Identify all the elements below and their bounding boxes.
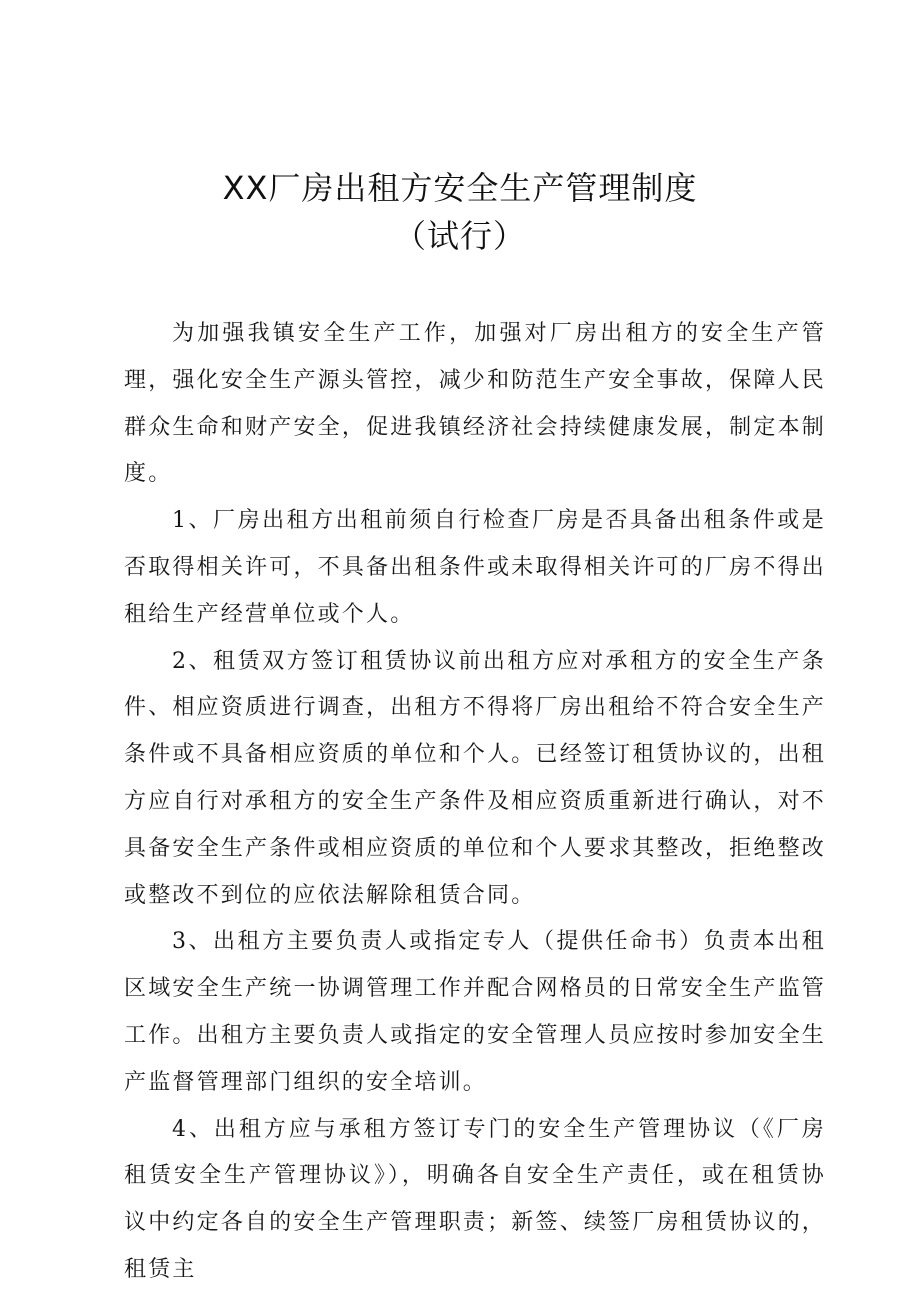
clause-4-paragraph: 4、出租方应与承租方签订专门的安全生产管理协议（《厂房租赁安全生产管理协议》），明确各自安全生产责任，或在租赁协议中约定各自的安全生产管理职责；新签、续签厂房租赁协议的，租赁主 <box>124 1116 826 1282</box>
clause-3-paragraph: 3、出租方主要负责人或指定专人（提供任命书）负责本出租区域安全生产统一协调管理工作并配合网格员的日常安全生产监管工作。出租方主要负责人或指定的安全管理人员应按时参加安全生产监督管理部门组织的安全培训。 <box>124 929 826 1095</box>
clause-1-paragraph: 1、厂房出租方出租前须自行检查厂房是否具备出租条件或是否取得相关许可，不具备出租条件或未取得相关许可的厂房不得出租给生产经营单位或个人。 <box>124 508 826 627</box>
document-subtitle: （试行） <box>393 217 526 255</box>
intro-paragraph: 为加强我镇安全生产工作，加强对厂房出租方的安全生产管理，强化安全生产源头管控，减少和防范生产安全事故，保障人民群众生命和财产安全，促进我镇经济社会持续健康发展，制定本制度。 <box>124 321 826 487</box>
document-title: XX厂房出租方安全生产管理制度 <box>222 169 698 207</box>
document-body <box>124 311 826 1294</box>
clause-2-paragraph: 2、租赁双方签订租赁协议前出租方应对承租方的安全生产条件、相应资质进行调查，出租方不得将厂房出租给不符合安全生产条件或不具备相应资质的单位和个人。已经签订租赁协议的，出租方应自行对承租方的安全生产条件及相应资质重新进行确认，对不具备安全生产条件或相应资质的单位和个人要求其整改，拒绝整改或整改不到位的应依法解除租赁合同。 <box>124 648 826 908</box>
